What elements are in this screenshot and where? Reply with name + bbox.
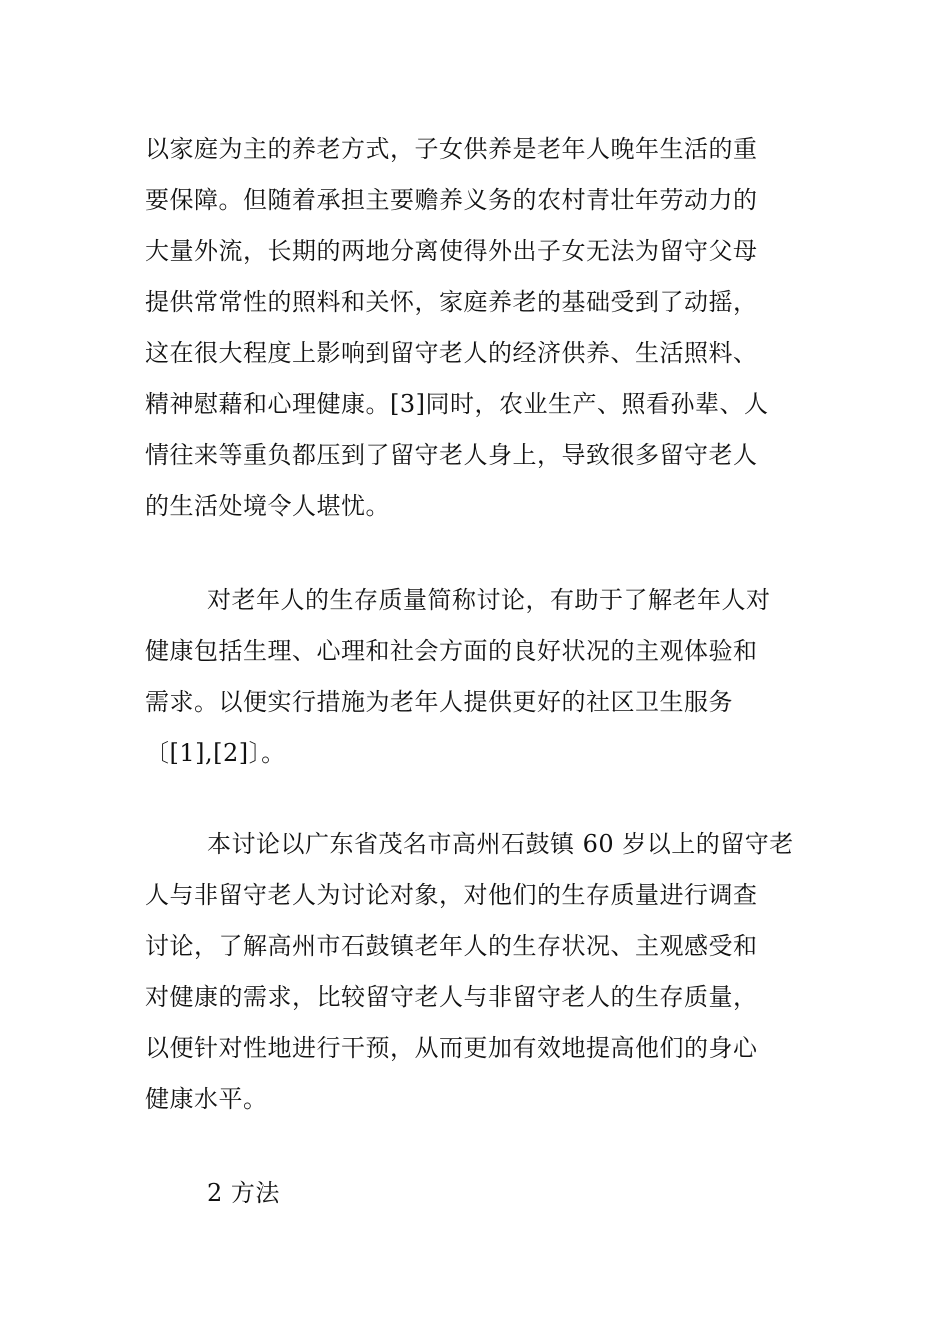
section-heading: 2 方法 xyxy=(207,1179,280,1207)
paragraph-line: 提供常常性的照料和关怀，家庭养老的基础受到了动摇， xyxy=(145,288,758,316)
paragraph-line: 讨论，了解高州市石鼓镇老年人的生存状况、主观感受和 xyxy=(145,932,758,960)
paragraph-elderly-care-background xyxy=(145,124,810,532)
paragraph-line: 要保障。但随着承担主要赡养义务的农村青壮年劳动力的 xyxy=(145,186,758,214)
paragraph-line: 本讨论以广东省茂名市高州石鼓镇 60 岁以上的留守老 xyxy=(207,830,794,858)
paragraph-line: 情往来等重负都压到了留守老人身上，导致很多留守老人 xyxy=(145,441,758,469)
paragraph-line: 人与非留守老人为讨论对象，对他们的生存质量进行调查 xyxy=(145,881,758,909)
paragraph-line: 健康包括生理、心理和社会方面的良好状况的主观体验和 xyxy=(145,637,758,665)
paragraph-line: 以家庭为主的养老方式，子女供养是老年人晚年生活的重 xyxy=(145,135,758,163)
paragraph-study-objective xyxy=(145,819,810,1125)
paragraph-quality-of-life-purpose xyxy=(145,575,810,779)
paragraph-line: 对健康的需求，比较留守老人与非留守老人的生存质量， xyxy=(145,983,758,1011)
paragraph-line: 需求。以便实行措施为老年人提供更好的社区卫生服务 xyxy=(145,688,733,716)
paragraph-line: 这在很大程度上影响到留守老人的经济供养、生活照料、 xyxy=(145,339,758,367)
paragraph-line: 〔[1],[2]〕。 xyxy=(145,739,286,767)
paragraph-line: 大量外流，长期的两地分离使得外出子女无法为留守父母 xyxy=(145,237,758,265)
paragraph-line: 精神慰藉和心理健康。[3]同时，农业生产、照看孙辈、人 xyxy=(145,390,769,418)
paragraph-line: 的生活处境令人堪忧。 xyxy=(145,492,390,520)
paragraph-line: 健康水平。 xyxy=(145,1085,268,1113)
section-heading-methods xyxy=(145,1168,810,1219)
paragraph-line: 以便针对性地进行干预，从而更加有效地提高他们的身心 xyxy=(145,1034,758,1062)
paragraph-line: 对老年人的生存质量简称讨论，有助于了解老年人对 xyxy=(207,586,771,614)
